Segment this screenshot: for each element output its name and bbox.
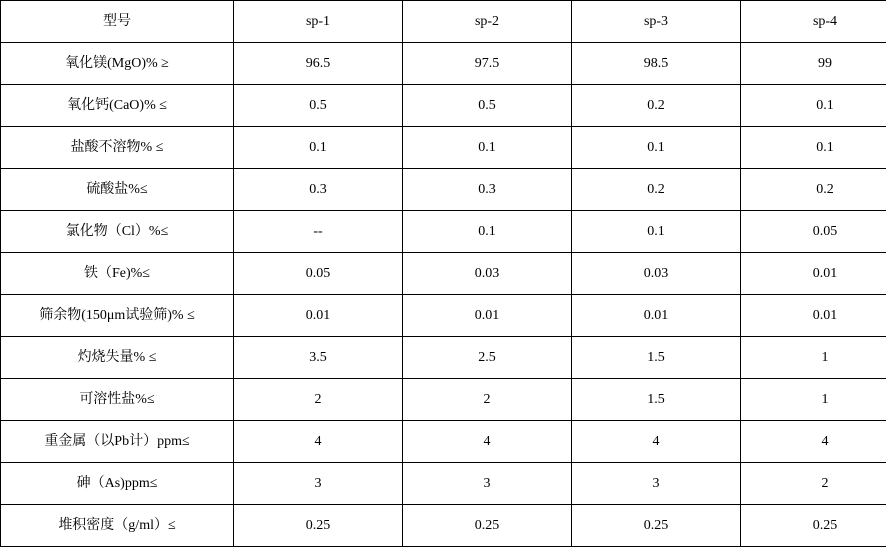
cell-value: 0.25 (234, 505, 403, 547)
cell-value: 0.1 (234, 127, 403, 169)
cell-value: 0.2 (572, 85, 741, 127)
cell-value: 4 (234, 421, 403, 463)
cell-value: 97.5 (403, 43, 572, 85)
cell-value: -- (234, 211, 403, 253)
column-header-sp-4: sp-4 (741, 1, 886, 43)
cell-value: 0.2 (741, 169, 886, 211)
cell-value: 4 (572, 421, 741, 463)
cell-value: 0.01 (572, 295, 741, 337)
cell-value: 1.5 (572, 379, 741, 421)
cell-value: 0.05 (234, 253, 403, 295)
cell-value: 96.5 (234, 43, 403, 85)
cell-value: 2 (403, 379, 572, 421)
cell-value: 99 (741, 43, 886, 85)
cell-value: 0.03 (572, 253, 741, 295)
row-label: 堆积密度（g/ml）≤ (1, 505, 234, 547)
cell-value: 0.25 (403, 505, 572, 547)
table-row (1, 43, 886, 85)
cell-value: 0.01 (234, 295, 403, 337)
cell-value: 0.1 (741, 127, 886, 169)
table-row (1, 421, 886, 463)
cell-value: 0.25 (572, 505, 741, 547)
cell-value: 4 (403, 421, 572, 463)
table-row (1, 253, 886, 295)
cell-value: 0.1 (572, 127, 741, 169)
table-row (1, 295, 886, 337)
cell-value: 2 (234, 379, 403, 421)
column-header-sp-3: sp-3 (572, 1, 741, 43)
row-label: 灼烧失量% ≤ (1, 337, 234, 379)
cell-value: 3 (572, 463, 741, 505)
row-label: 硫酸盐%≤ (1, 169, 234, 211)
table-row (1, 85, 886, 127)
cell-value: 0.05 (741, 211, 886, 253)
cell-value: 1 (741, 379, 886, 421)
cell-value: 0.3 (403, 169, 572, 211)
cell-value: 1.5 (572, 337, 741, 379)
cell-value: 0.1 (403, 211, 572, 253)
cell-value: 0.1 (403, 127, 572, 169)
cell-value: 0.01 (403, 295, 572, 337)
cell-value: 98.5 (572, 43, 741, 85)
table-row (1, 505, 886, 547)
table-row (1, 127, 886, 169)
cell-value: 0.1 (572, 211, 741, 253)
row-label: 铁（Fe)%≤ (1, 253, 234, 295)
table-row (1, 169, 886, 211)
row-label: 可溶性盐%≤ (1, 379, 234, 421)
column-header-sp-2: sp-2 (403, 1, 572, 43)
cell-value: 0.03 (403, 253, 572, 295)
column-header-sp-1: sp-1 (234, 1, 403, 43)
table-row (1, 211, 886, 253)
cell-value: 0.01 (741, 295, 886, 337)
cell-value: 3 (403, 463, 572, 505)
cell-value: 1 (741, 337, 886, 379)
cell-value: 2.5 (403, 337, 572, 379)
cell-value: 0.1 (741, 85, 886, 127)
cell-value: 0.25 (741, 505, 886, 547)
table-row (1, 463, 886, 505)
row-label: 筛余物(150μm试验筛)% ≤ (1, 295, 234, 337)
column-header-model: 型号 (1, 1, 234, 43)
table-row (1, 379, 886, 421)
table-header-row (1, 1, 886, 43)
row-label: 砷（As)ppm≤ (1, 463, 234, 505)
row-label: 氯化物（Cl）%≤ (1, 211, 234, 253)
table-row (1, 337, 886, 379)
row-label: 盐酸不溶物% ≤ (1, 127, 234, 169)
cell-value: 3.5 (234, 337, 403, 379)
row-label: 氧化钙(CaO)% ≤ (1, 85, 234, 127)
row-label: 重金属（以Pb计）ppm≤ (1, 421, 234, 463)
cell-value: 4 (741, 421, 886, 463)
cell-value: 0.3 (234, 169, 403, 211)
cell-value: 0.5 (234, 85, 403, 127)
row-label: 氧化镁(MgO)% ≥ (1, 43, 234, 85)
cell-value: 0.5 (403, 85, 572, 127)
cell-value: 2 (741, 463, 886, 505)
cell-value: 0.01 (741, 253, 886, 295)
cell-value: 0.2 (572, 169, 741, 211)
cell-value: 3 (234, 463, 403, 505)
